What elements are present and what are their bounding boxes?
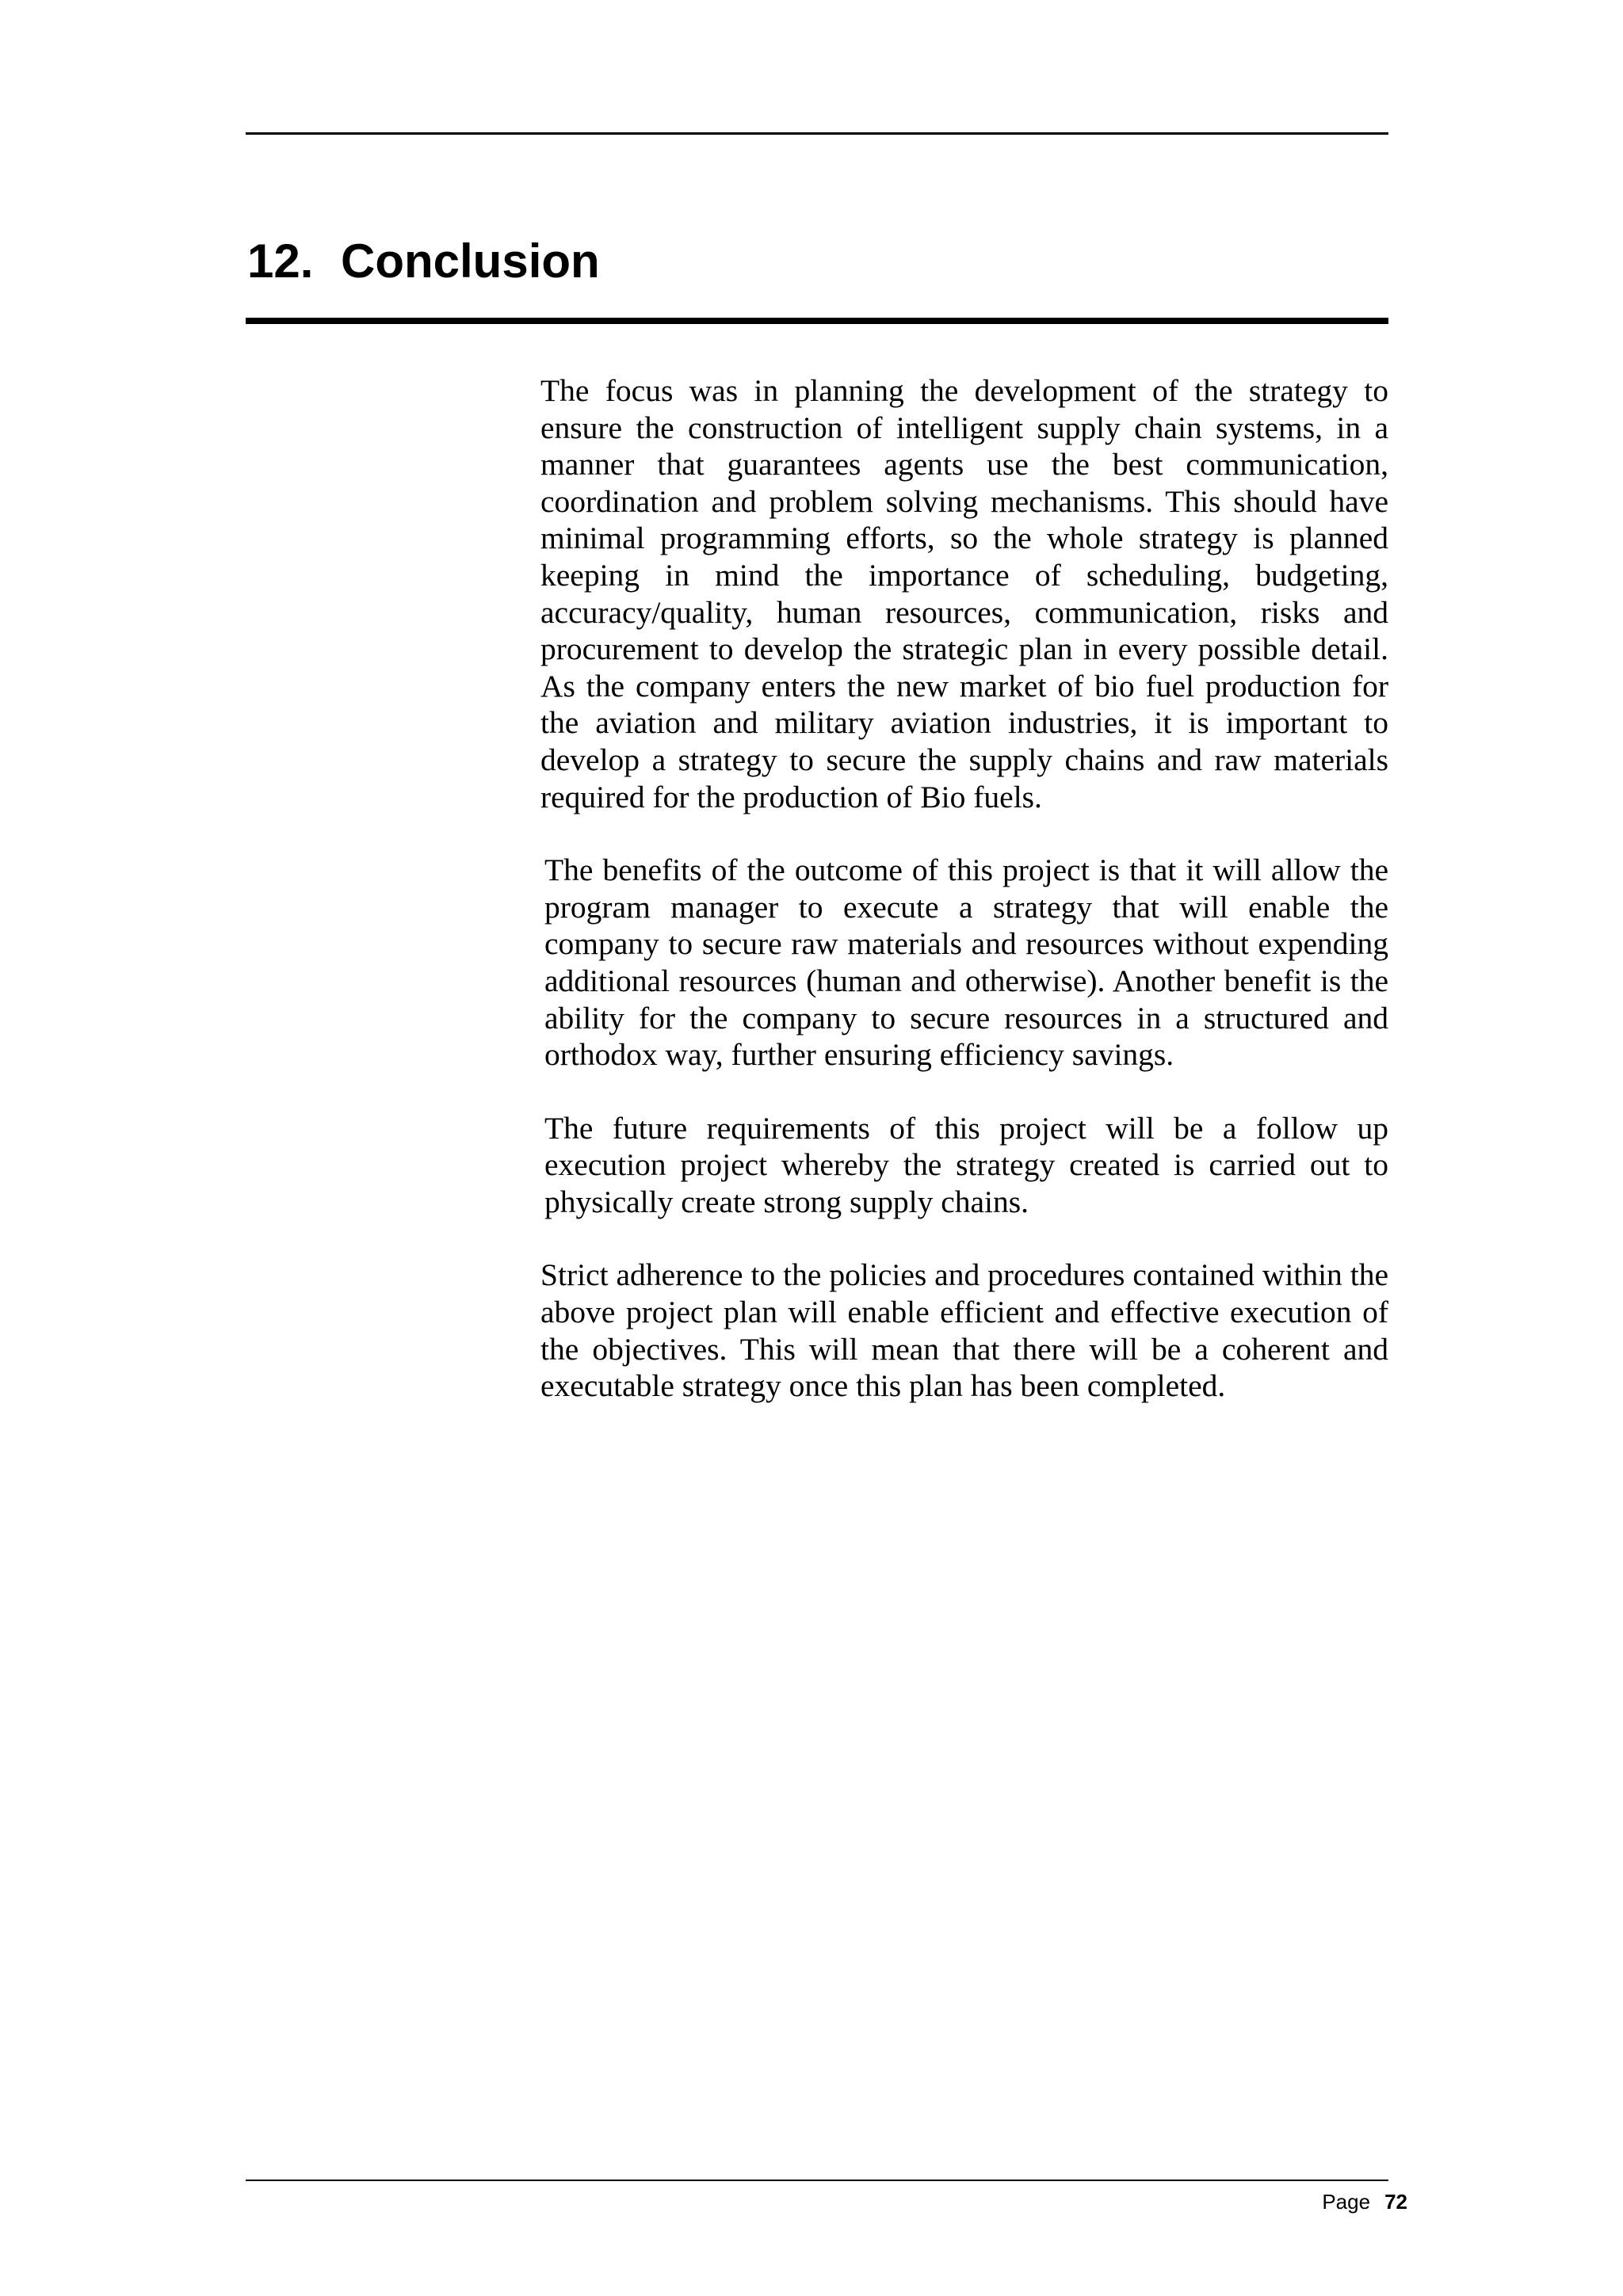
header-rule: [246, 132, 1388, 135]
chapter-heading: [247, 235, 600, 288]
page-footer: [1322, 2191, 1407, 2212]
paragraph-future-requirements: The future requirements of this project will be a follow up execution project whereby the strategy created is carried out to physically create strong supply chains.: [544, 1110, 1388, 1219]
page-number: 72: [1384, 2190, 1407, 2214]
page-label: Page: [1322, 2190, 1371, 2214]
heading-underline: [246, 318, 1388, 324]
chapter-title: Conclusion: [341, 235, 600, 288]
footer-rule: [246, 2180, 1388, 2181]
paragraph-focus: The focus was in planning the development of the strategy to ensure the construction of intelligent supply chain systems, in a manner that guarantees agents use the best communication, coordination and problem solving mechanisms. This should have minimal programming efforts, so the whole strategy is planned keeping in mind the importance of scheduling, budgeting, accuracy/quality, human resources, communication, risks and procurement to develop the strategic plan in every possible detail. As the company enters the new market of bio fuel production for the aviation and military aviation industries, it is important to develop a strategy to secure the supply chains and raw materials required for the production of Bio fuels.: [540, 373, 1388, 814]
chapter-body: [540, 372, 1388, 1441]
chapter-number: 12.: [247, 235, 314, 288]
paragraph-benefits: The benefits of the outcome of this project is that it will allow the program manager to execute a strategy that will enable the company to secure raw materials and resources without expending additional resources (human and otherwise). Another benefit is the ability for the company to secure resources in a structured and orthodox way, further ensuring efficiency savings.: [544, 852, 1388, 1073]
paragraph-strict-adherence: Strict adherence to the policies and procedures contained within the above project plan will enable efficient and effective execution of the objectives. This will mean that there will be a coherent and executable strategy once this plan has been completed.: [540, 1257, 1388, 1404]
